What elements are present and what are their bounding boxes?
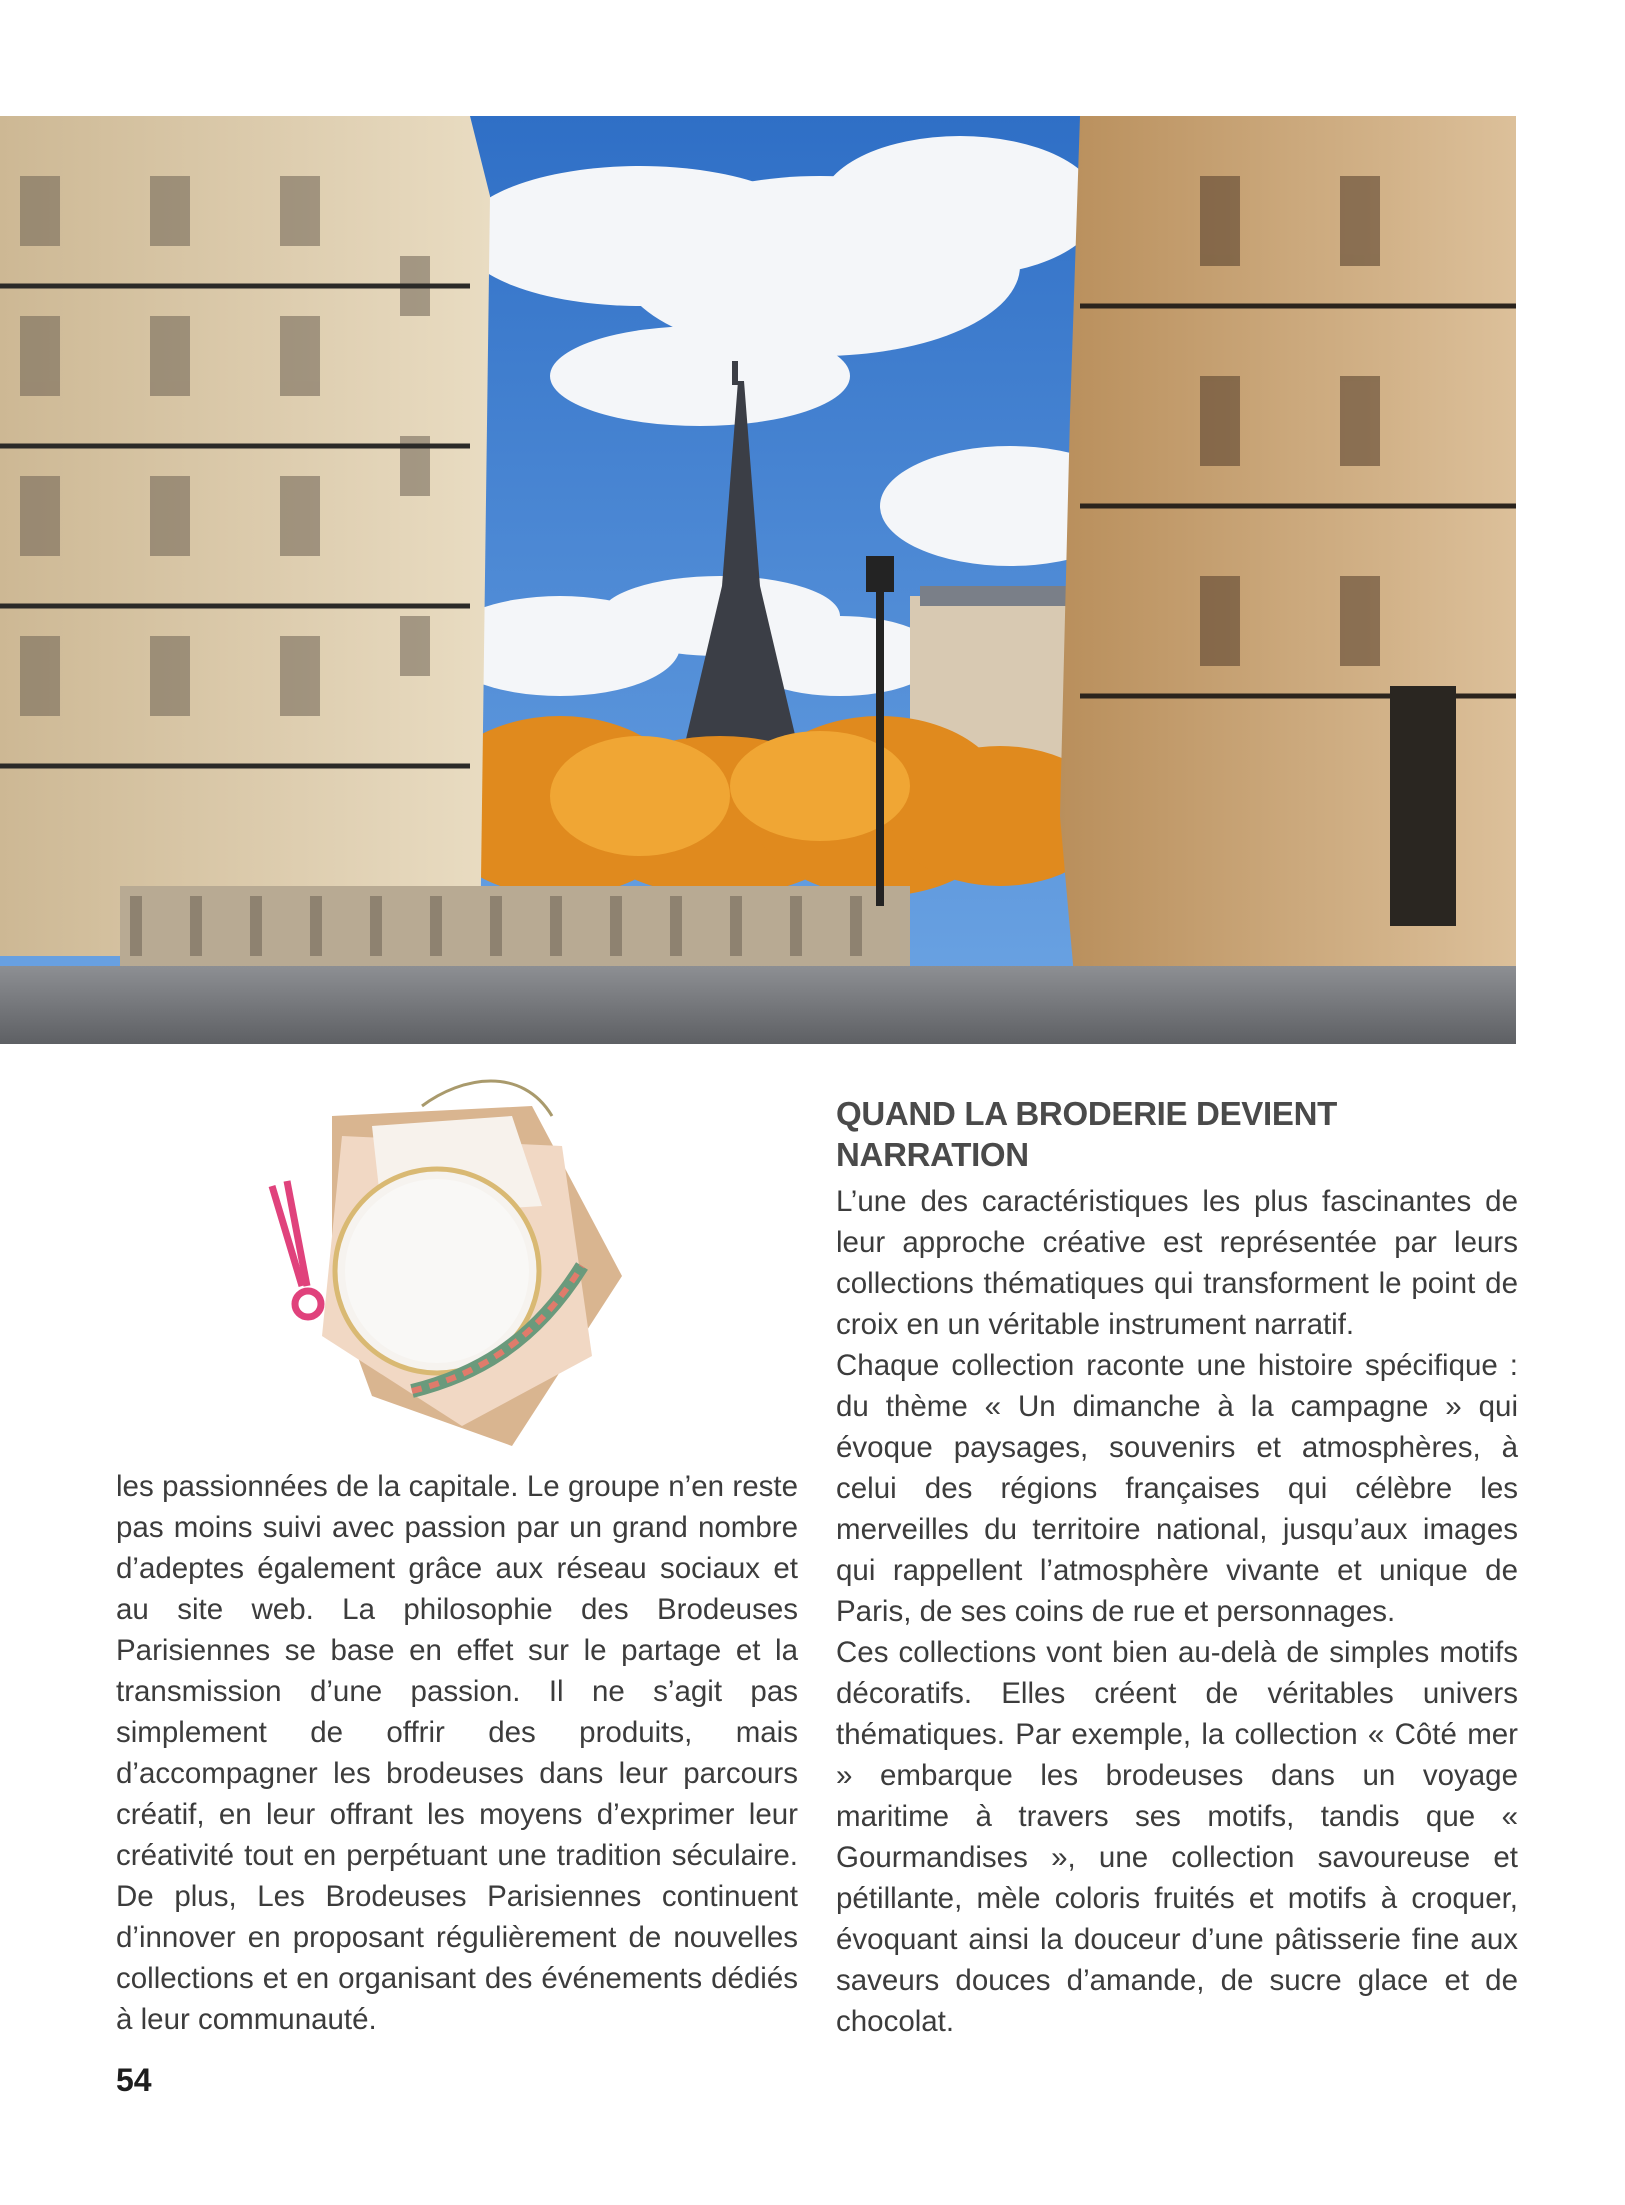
right-paragraph-2: Chaque collection raconte une histoire spécifique : du thème « Un dimanche à la campagne » qui évoque paysages, souvenirs et atmosphères, à celui des régions françaises qui célèbre les merveilles du territoire national, jusqu’aux images qui rappellent l’atmosphère vivante et unique de Paris, de ses coins de rue et personnages. [836,1349,1518,1628]
right-paragraph-3: Ces collections vont bien au-delà de simples motifs décoratifs. Elles créent de véritables univers thématiques. Par exemple, la collection « Côté mer » embarque les brodeuses dans un voyage maritime à travers ses motifs, tandis que « Gourmandises », une collection savoureuse et pétillante, mèle coloris fruités et motifs à croquer, évoquant ainsi la douceur d’une pâtisserie fine aux saveurs douces d’amande, de sucre glace et de chocolat. [836,1636,1518,2038]
section-heading: QUAND LA BRODERIE DEVIENT NARRATION [836,1095,1337,1173]
embroidery-kit-photo [262,1076,642,1446]
page-number: 54 [116,2062,152,2098]
paris-street-eiffel-tower-photo-icon [0,116,1516,1044]
right-text-column [836,1181,1518,2042]
embroidery-hoop-fabric-scissors-photo-icon [262,1076,642,1446]
left-paragraph: les passionnées de la capitale. Le groupe n’en reste pas moins suivi avec passion par un grand nombre d’adeptes également grâce aux réseau sociaux et au site web. La philosophie des Brodeuses Parisiennes se base en effet sur le partage et la transmission d’une passion. Il ne s’agit pas simplement de offrir des produits, mais d’accompagner les brodeuses dans leur parcours créatif, en leur offrant les moyens d’exprimer leur créativité tout en perpétuant une tradition séculaire. De plus, Les Brodeuses Parisiennes continuent d’innover en proposant régulièrement de nouvelles collections et en organisant des événements dédiés à leur communauté. [116,1470,798,2036]
left-text-column [116,1466,798,2040]
right-paragraph-1: L’une des caractéristiques les plus fascinantes de leur approche créative est représentée par leurs collections thématiques qui transforment le point de croix en un véritable instrument narratif. [836,1185,1518,1341]
hero-photo [0,116,1516,1044]
